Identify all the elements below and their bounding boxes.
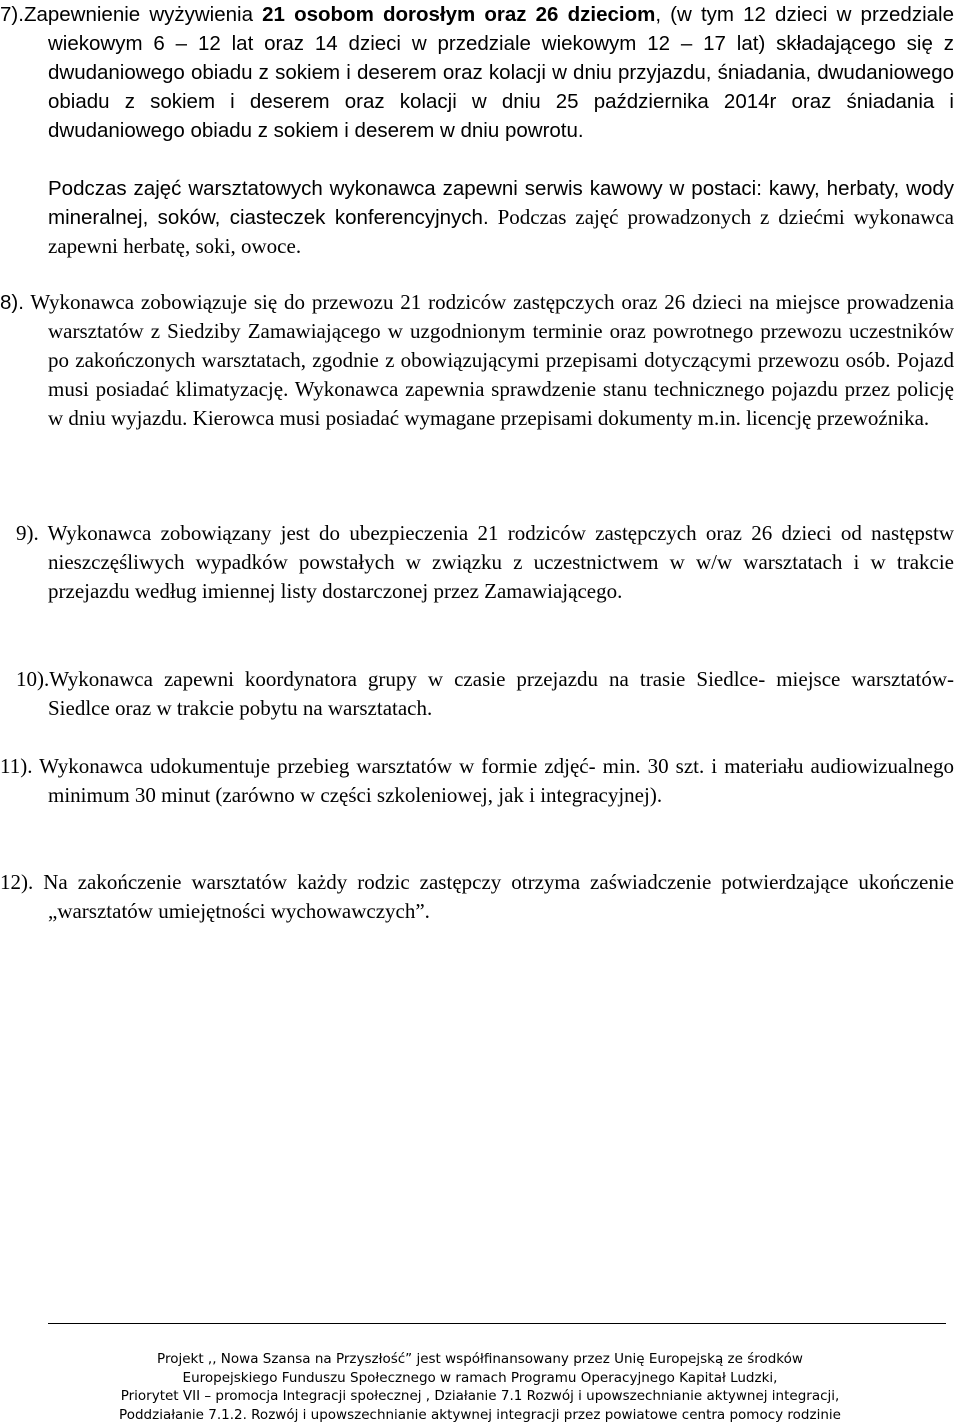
item-8-number: 8). (0, 291, 24, 314)
item-8-paragraph (0, 288, 954, 433)
footer (20, 1350, 940, 1424)
item-12-number: 12). (0, 870, 34, 894)
item-9-number: 9). (16, 521, 39, 545)
item-12-text: Na zakończenie warsztatów każdy rodzic zastępczy otrzyma zaświadczenie potwierdzające ukończenie „warsztatów umiejętności wychowawczych”. (33, 870, 954, 923)
item-7-bold: 21 osobom dorosłym oraz 26 dzieciom (262, 3, 656, 26)
item-11-number: 11). (0, 754, 33, 778)
footer-divider (48, 1323, 946, 1324)
item-7-children-service: Podczas zajęć prowadzonych z dziećmi wykonawca zapewni herbatę, soki, owoce. (48, 205, 955, 258)
item-7-paragraph (0, 0, 954, 145)
footer-line-4: Poddziałanie 7.1.2. Rozwój i upowszechnianie aktywnej integracji przez powiatowe centra pomocy rodzinie (119, 1406, 841, 1423)
item-10-paragraph (0, 665, 954, 723)
item-7-text-pre: Zapewnienie wyżywienia (23, 3, 263, 26)
item-11-paragraph (0, 752, 954, 810)
item-7-text-post: , (w tym 12 dzieci w przedziale wiekowym 6 – 12 lat oraz 14 dzieci w przedziale wiekowym 12 – 17 lat) składającego się z dwudaniowego obiadu z sokiem i deserem oraz kolacji w dniu przyjazdu, śniadania, dwudaniowego obiadu z sokiem i deserem oraz kolacji w dniu 25 października 2014r oraz śniadania i dwudaniowego obiadu z sokiem i deserem w dniu powrotu. (48, 3, 954, 142)
item-10-text: Wykonawca zapewni koordynatora grupy w czasie przejazdu na trasie Siedlce- miejsce warsztatów- Siedlce oraz w trakcie pobytu na warsztatach. (48, 667, 954, 720)
item-11-text: Wykonawca udokumentuje przebieg warsztatów w formie zdjęć- min. 30 szt. i materiału audiowizualnego minimum 30 minut (zarówno w części szkoleniowej, jak i integracyjnej). (32, 754, 954, 807)
item-7-paragraph-2 (48, 174, 954, 261)
item-8-driver: Kierowca musi posiadać wymagane przepisami dokumenty m.in. licencję przewoźnika. (187, 406, 930, 430)
item-9-paragraph (0, 519, 954, 606)
item-7-number: 7). (0, 3, 24, 26)
item-8-transport: Wykonawca zobowiązuje się do przewozu 21 rodziców zastępczych oraz 26 dzieci na miejsce prowadzenia warsztatów z Siedziby Zamawiającego w uzgodnionym terminie oraz powrotnego przewozu uczestników po zakończonych warsztatach, zgodnie z obowiązującymi przepisami dotyczącymi przewozu osób. (23, 290, 954, 372)
footer-line-1: Projekt ,, Nowa Szansa na Przyszłość” jest współfinansowany przez Unię Europejską ze środków (157, 1351, 803, 1367)
item-12-paragraph (0, 868, 954, 926)
footer-line-2: Europejskiego Funduszu Społecznego w ramach Programu Operacyjnego Kapitał Ludzki, (182, 1369, 778, 1386)
item-9-text: Wykonawca zobowiązany jest do ubezpieczenia 21 rodziców zastępczych oraz 26 dzieci od następstw nieszczęśliwych wypadków powstałych w związku z uczestnictwem w w/w warsztatach i w trakcie przejazdu według imiennej listy dostarczonej przez Zamawiającego. (38, 521, 954, 603)
item-10-number: 10). (16, 667, 50, 691)
item-8-aircon: Pojazd musi posiadać klimatyzację. (48, 348, 955, 401)
footer-line-3: Priorytet VII – promocja Integracji społecznej , Działanie 7.1 Rozwój i upowszechnianie aktywnej integracji, (120, 1388, 840, 1404)
item-7-coffee-service: Podczas zajęć warsztatowych wykonawca zapewni serwis kawowy w postaci: kawy, herbaty, wody mineralnej, soków, ciasteczek konferencyjnych. (48, 177, 954, 229)
item-8-inspection: Wykonawca zapewnia sprawdzenie stanu technicznego pojazdu przez policję w dniu wyjazdu. (48, 377, 954, 430)
